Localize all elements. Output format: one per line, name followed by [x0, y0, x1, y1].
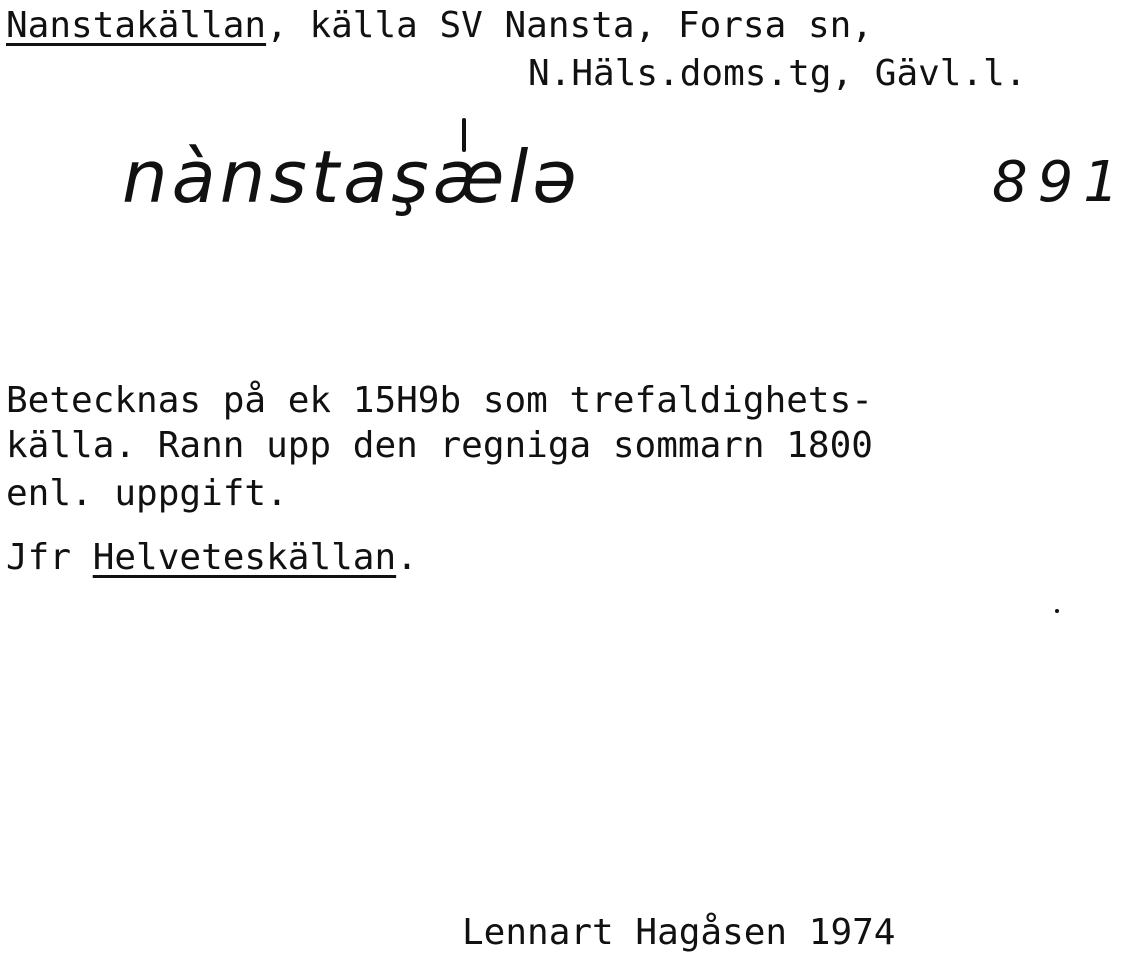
signature: Lennart Hagåsen 1974: [462, 912, 896, 953]
header-line-1: [6, 5, 873, 46]
header-line-2: N.Häls.doms.tg, Gävl.l.: [528, 53, 1027, 94]
card-number: 891: [992, 150, 1129, 215]
speck-dot: [1054, 608, 1060, 614]
body-line-3: enl. uppgift.: [6, 473, 288, 514]
ref-prefix: Jfr: [6, 537, 93, 578]
body-line-2: källa. Rann upp den regniga sommarn 1800: [6, 425, 873, 466]
headword: Nanstakällan: [6, 5, 267, 46]
ref-suffix: .: [396, 537, 418, 578]
stress-mark: [458, 118, 470, 152]
ref-link: Helveteskällan: [92, 537, 397, 578]
body-line-1: Betecknas på ek 15H9b som trefaldighets-: [6, 380, 873, 421]
header-location: , källa SV Nansta, Forsa sn,: [266, 5, 873, 46]
phonetic-transcription: nànstaşælə: [122, 135, 581, 219]
cross-reference: [6, 537, 418, 578]
